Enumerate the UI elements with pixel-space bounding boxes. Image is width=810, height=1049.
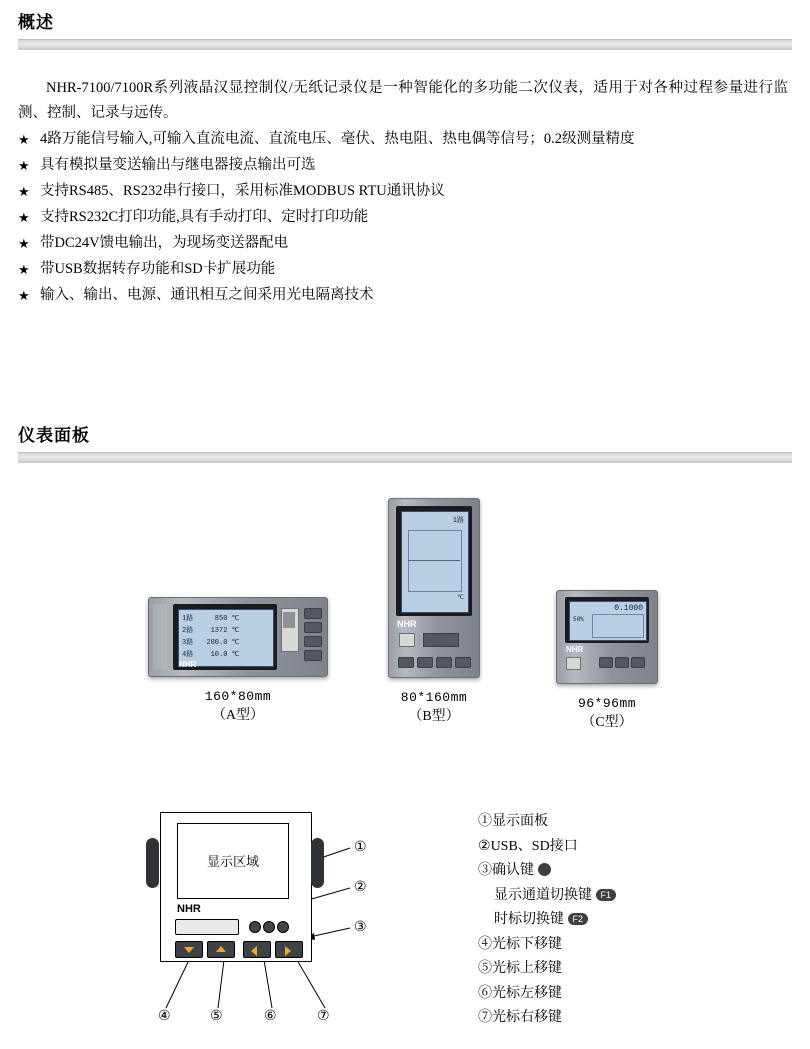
legend-num: ⑤ bbox=[478, 961, 492, 976]
front-panel-usb-sd-port[interactable] bbox=[175, 919, 239, 935]
arrow-down-icon bbox=[184, 947, 194, 953]
device-c-bezel bbox=[565, 597, 649, 643]
callout-7: ⑦ bbox=[317, 1009, 330, 1024]
callout-5: ⑤ bbox=[210, 1009, 223, 1024]
legend-num: ③ bbox=[478, 863, 492, 878]
panel-figures-group bbox=[0, 490, 810, 750]
diagram-legend bbox=[478, 810, 616, 1031]
figure-model-a bbox=[148, 597, 328, 726]
lcd-channel: 4路 bbox=[182, 651, 194, 659]
confirm-key-icon bbox=[538, 863, 551, 876]
section-overview-header bbox=[18, 12, 792, 50]
lcd-row-1 bbox=[182, 613, 239, 623]
front-panel-key-row bbox=[249, 921, 289, 932]
device-b-button-2[interactable] bbox=[417, 657, 433, 668]
legend-item-4 bbox=[478, 884, 616, 909]
device-a-sd-card[interactable] bbox=[283, 612, 295, 628]
overview-bullet-text: 具有模拟量变送输出与继电器接点输出可选 bbox=[40, 157, 316, 173]
panel-diagram-group bbox=[0, 800, 810, 1040]
device-b-trend-line bbox=[408, 560, 460, 561]
lcd-value: 200.0 bbox=[206, 639, 228, 647]
cursor-left-key[interactable] bbox=[243, 941, 271, 958]
device-c-usb-sd-slot[interactable] bbox=[566, 657, 581, 670]
section-title-panel: 仪表面板 bbox=[18, 426, 90, 445]
legend-text: USB、SD接口 bbox=[490, 838, 578, 854]
overview-bullet-text: 支持RS232C打印功能,具有手动打印、定时打印功能 bbox=[40, 209, 369, 225]
cursor-up-key[interactable] bbox=[207, 941, 235, 958]
overview-paragraph: NHR-7100/7100R系列液晶汉显控制仪/无纸记录仪是一种智能化的多功能二次仪表，适用于对各种过程参量进行监测、控制、记录与远传。 bbox=[18, 80, 788, 121]
overview-body bbox=[18, 76, 788, 309]
overview-bullet-6 bbox=[18, 257, 788, 282]
bullet-marker-icon: ★ bbox=[18, 132, 30, 147]
legend-text: 时标切换键 bbox=[494, 912, 564, 927]
callout-2: ② bbox=[354, 880, 367, 895]
front-panel-outline bbox=[160, 812, 312, 962]
f2-key-icon[interactable] bbox=[277, 921, 289, 933]
overview-bullet-4 bbox=[18, 205, 788, 230]
device-b-body bbox=[388, 498, 480, 678]
device-a-button-4[interactable] bbox=[304, 650, 322, 661]
confirm-key-icon[interactable] bbox=[249, 921, 261, 933]
lcd-channel: 50% bbox=[573, 616, 584, 623]
device-b-button-1[interactable] bbox=[398, 657, 414, 668]
figure-a-size-label: 160*80mm bbox=[204, 689, 272, 704]
overview-bullet-5 bbox=[18, 231, 788, 256]
device-b-usb-sd-slot[interactable] bbox=[399, 633, 415, 647]
bullet-marker-icon: ★ bbox=[18, 262, 30, 277]
lcd-channel: 1路 bbox=[182, 615, 194, 623]
overview-bullet-1 bbox=[18, 127, 788, 152]
arrow-up-icon bbox=[216, 946, 226, 952]
overview-bullet-text: 带USB数据转存功能和SD卡扩展功能 bbox=[40, 261, 276, 277]
device-a-body bbox=[148, 597, 328, 677]
section-divider-panel bbox=[18, 452, 792, 463]
lcd-row-4 bbox=[182, 649, 239, 659]
figure-c-type-label: （C型） bbox=[581, 715, 633, 730]
device-c-bargraph-area bbox=[592, 614, 644, 638]
legend-num: ⑥ bbox=[478, 985, 492, 1001]
legend-num: ④ bbox=[478, 936, 492, 952]
overview-bullet-text: 输入、输出、电源、通讯相互之间采用光电隔离技术 bbox=[40, 287, 374, 303]
section-divider-overview bbox=[18, 39, 792, 50]
lcd-unit: ℃ bbox=[231, 639, 240, 647]
callout-1: ① bbox=[354, 840, 367, 855]
display-area-label: 显示区域 bbox=[206, 854, 259, 869]
legend-text: 光标左移键 bbox=[492, 985, 562, 1001]
overview-bullet-2 bbox=[18, 153, 788, 178]
f2-key-icon: F2 bbox=[568, 913, 589, 925]
device-c-logo: NHR bbox=[566, 645, 584, 654]
legend-text: 光标下移键 bbox=[492, 936, 562, 952]
section-title-overview: 概述 bbox=[18, 13, 54, 32]
arrow-left-icon bbox=[251, 946, 257, 956]
legend-item-2 bbox=[478, 835, 616, 860]
figure-b-type-label: （B型） bbox=[408, 709, 460, 724]
legend-text: 光标右移键 bbox=[492, 1010, 562, 1025]
arrow-right-icon bbox=[285, 946, 291, 956]
overview-bullet-7 bbox=[18, 283, 788, 308]
device-a-logo: NHR bbox=[179, 660, 197, 669]
bullet-marker-icon: ★ bbox=[18, 236, 30, 251]
lcd-row-2 bbox=[182, 625, 239, 635]
lcd-value: 850 bbox=[214, 615, 228, 623]
lcd-channel: 1路 bbox=[452, 517, 464, 525]
device-c-body bbox=[556, 590, 658, 684]
bullet-marker-icon: ★ bbox=[18, 210, 30, 225]
f1-key-icon[interactable] bbox=[263, 921, 275, 933]
lcd-unit: ℃ bbox=[231, 627, 240, 635]
legend-item-3 bbox=[478, 859, 616, 884]
figure-c-size-label: 96*96mm bbox=[577, 696, 637, 711]
legend-item-1 bbox=[478, 810, 616, 835]
callout-4: ④ bbox=[158, 1009, 171, 1024]
lcd-unit-label: ℃ bbox=[457, 594, 464, 601]
lcd-unit: ℃ bbox=[231, 615, 240, 623]
device-b-logo: NHR bbox=[397, 619, 417, 629]
legend-text: 显示通道切换键 bbox=[494, 887, 592, 903]
device-b-button-4[interactable] bbox=[455, 657, 471, 668]
device-a-left-ridge bbox=[153, 604, 167, 670]
device-c-button-3[interactable] bbox=[631, 657, 645, 668]
section-panel-header bbox=[18, 425, 792, 463]
device-b-trend-area bbox=[408, 530, 462, 592]
figure-model-b bbox=[388, 498, 480, 727]
f1-key-icon: F1 bbox=[596, 889, 617, 901]
cursor-down-key[interactable] bbox=[175, 941, 203, 958]
bullet-marker-icon: ★ bbox=[18, 158, 30, 173]
device-c-button-2[interactable] bbox=[615, 657, 629, 668]
lcd-row-3 bbox=[182, 637, 239, 647]
legend-item-8 bbox=[478, 982, 616, 1007]
device-a-button-2[interactable] bbox=[304, 622, 322, 633]
device-a-lcd bbox=[178, 609, 274, 667]
figure-model-c bbox=[556, 590, 658, 733]
legend-item-9 bbox=[478, 1006, 616, 1031]
device-c-button-1[interactable] bbox=[599, 657, 613, 668]
callout-leader-lines bbox=[0, 800, 810, 1040]
callout-3: ③ bbox=[354, 920, 367, 935]
cursor-right-key[interactable] bbox=[275, 941, 303, 958]
bullet-marker-icon: ★ bbox=[18, 288, 30, 303]
legend-item-5 bbox=[478, 908, 616, 933]
device-b-button-3[interactable] bbox=[436, 657, 452, 668]
figure-b-size-label: 80*160mm bbox=[400, 690, 468, 705]
lcd-value: 1372 bbox=[210, 627, 228, 635]
front-panel-display-area bbox=[177, 823, 289, 899]
lcd-value: 0.1000 bbox=[614, 604, 643, 613]
legend-item-6 bbox=[478, 933, 616, 958]
device-a-bezel bbox=[173, 604, 277, 670]
legend-num: ① bbox=[478, 814, 492, 829]
lcd-channel: 3路 bbox=[182, 639, 194, 647]
overview-bullet-text: 带DC24V馈电输出，为现场变送器配电 bbox=[40, 235, 289, 251]
overview-bullet-3 bbox=[18, 179, 788, 204]
device-a-button-1[interactable] bbox=[304, 608, 322, 619]
legend-item-7 bbox=[478, 957, 616, 982]
lcd-unit: ℃ bbox=[231, 651, 240, 659]
lcd-value: 10.0 bbox=[210, 651, 228, 659]
panel-right-ear bbox=[311, 838, 324, 888]
legend-num: ⑦ bbox=[478, 1010, 492, 1025]
device-a-button-3[interactable] bbox=[304, 636, 322, 647]
panel-left-ear bbox=[146, 838, 159, 888]
overview-bullet-text: 4路万能信号输入,可输入直流电流、直流电压、毫伏、热电阻、热电偶等信号；0.2级测量精度 bbox=[40, 131, 635, 147]
device-b-lcd bbox=[401, 511, 469, 613]
device-b-bezel bbox=[396, 506, 472, 616]
device-c-lcd bbox=[569, 601, 647, 641]
bullet-marker-icon: ★ bbox=[18, 184, 30, 199]
device-b-slot-cover[interactable] bbox=[423, 633, 459, 647]
lcd-row-1 bbox=[453, 515, 464, 525]
legend-text: 显示面板 bbox=[492, 814, 548, 829]
legend-num: ② bbox=[478, 838, 491, 854]
lcd-channel: 2路 bbox=[182, 627, 194, 635]
overview-bullet-text: 支持RS485、RS232串行接口，采用标准MODBUS RTU通讯协议 bbox=[40, 183, 445, 199]
callout-6: ⑥ bbox=[264, 1009, 277, 1024]
legend-text: 确认键 bbox=[492, 863, 534, 878]
front-panel-logo: NHR bbox=[177, 903, 201, 915]
legend-text: 光标上移键 bbox=[492, 961, 562, 976]
figure-a-type-label: （A型） bbox=[211, 708, 265, 723]
